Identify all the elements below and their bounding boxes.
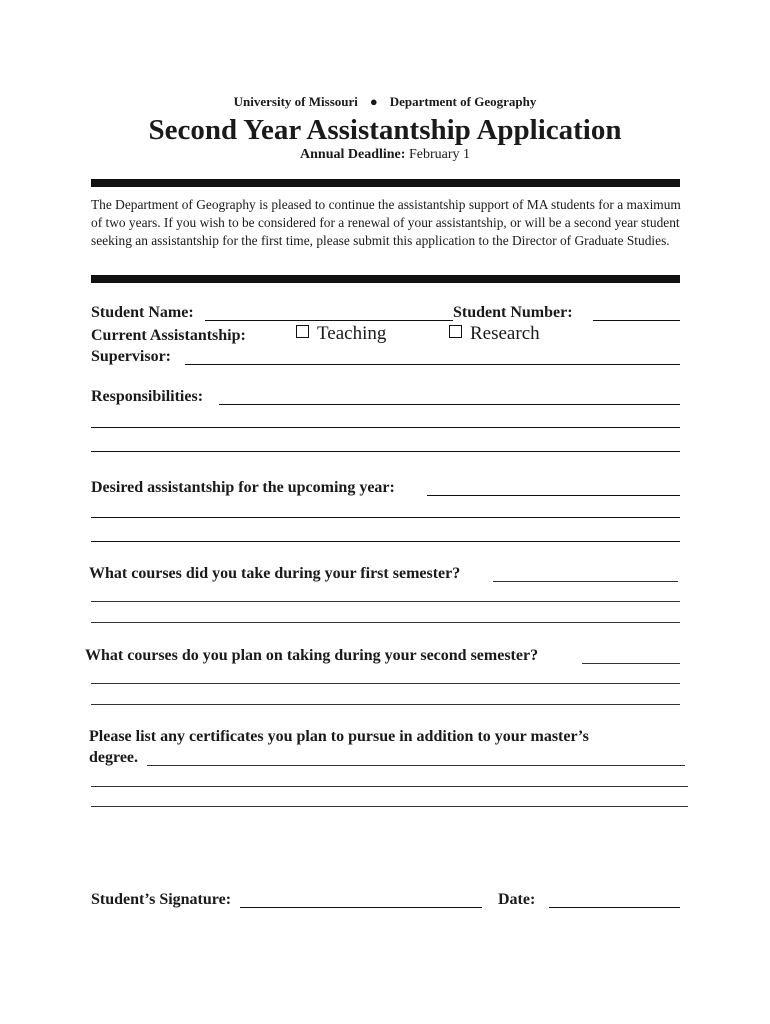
second-semester-label: What courses do you plan on taking during your second semester?: [85, 647, 539, 664]
first-semester-line[interactable]: [91, 622, 680, 623]
first-semester-field[interactable]: [493, 581, 678, 582]
responsibilities-label: Responsibilities:: [91, 388, 204, 405]
desired-assistantship-field[interactable]: [427, 495, 680, 496]
intro-paragraph: The Department of Geography is pleased to continue the assistantship support of MA students for a maximum of two years. If you wish to be considered for a renewal of your assistantship, or will be a second year student seeking an assistantship for the first time, please submit this application to the Director of Graduate Studies.: [91, 197, 681, 248]
deadline-value: February 1: [408, 147, 470, 162]
department-name: Department of Geography: [389, 94, 537, 109]
deadline: [0, 147, 770, 163]
supervisor-field[interactable]: [185, 364, 680, 365]
certificates-label-continued: degree.: [89, 749, 139, 766]
research-option[interactable]: [449, 323, 540, 345]
research-checkbox[interactable]: [449, 325, 462, 338]
certificates-line[interactable]: [91, 806, 688, 807]
certificates-field[interactable]: [147, 765, 685, 766]
separator-bullet: ●: [369, 94, 378, 109]
desired-assistantship-line[interactable]: [91, 541, 680, 542]
supervisor-label: Supervisor:: [91, 348, 171, 365]
responsibilities-line[interactable]: [91, 451, 680, 452]
student-number-label: Student Number:: [453, 304, 573, 321]
first-semester-label: What courses did you take during your first semester?: [89, 565, 461, 582]
university-name: University of Missouri: [233, 94, 358, 109]
current-assistantship-label: Current Assistantship:: [91, 327, 246, 344]
first-semester-line[interactable]: [91, 601, 680, 602]
student-number-field[interactable]: [593, 320, 680, 321]
date-label: Date:: [498, 891, 536, 908]
second-semester-line[interactable]: [91, 683, 680, 684]
page-title: Second Year Assistantship Application: [148, 114, 622, 146]
deadline-label: Annual Deadline:: [300, 147, 406, 162]
certificates-line[interactable]: [91, 786, 688, 787]
desired-assistantship-line[interactable]: [91, 517, 680, 518]
bottom-rule: [91, 275, 680, 283]
research-label: Research: [470, 323, 540, 344]
student-name-field[interactable]: [205, 320, 453, 321]
teaching-option[interactable]: [296, 323, 386, 345]
date-field[interactable]: [549, 907, 680, 908]
signature-field[interactable]: [240, 907, 482, 908]
top-rule: [91, 179, 680, 187]
second-semester-field[interactable]: [582, 663, 680, 664]
second-semester-line[interactable]: [91, 704, 680, 705]
desired-assistantship-label: Desired assistantship for the upcoming year:: [91, 479, 395, 496]
responsibilities-field[interactable]: [219, 404, 680, 405]
teaching-checkbox[interactable]: [296, 325, 309, 338]
student-name-label: Student Name:: [91, 304, 194, 321]
signature-label: Student’s Signature:: [91, 891, 232, 908]
certificates-label: Please list any certificates you plan to pursue in addition to your master’s: [89, 728, 589, 745]
header-institution: [0, 94, 770, 110]
teaching-label: Teaching: [317, 323, 387, 344]
responsibilities-line[interactable]: [91, 427, 680, 428]
